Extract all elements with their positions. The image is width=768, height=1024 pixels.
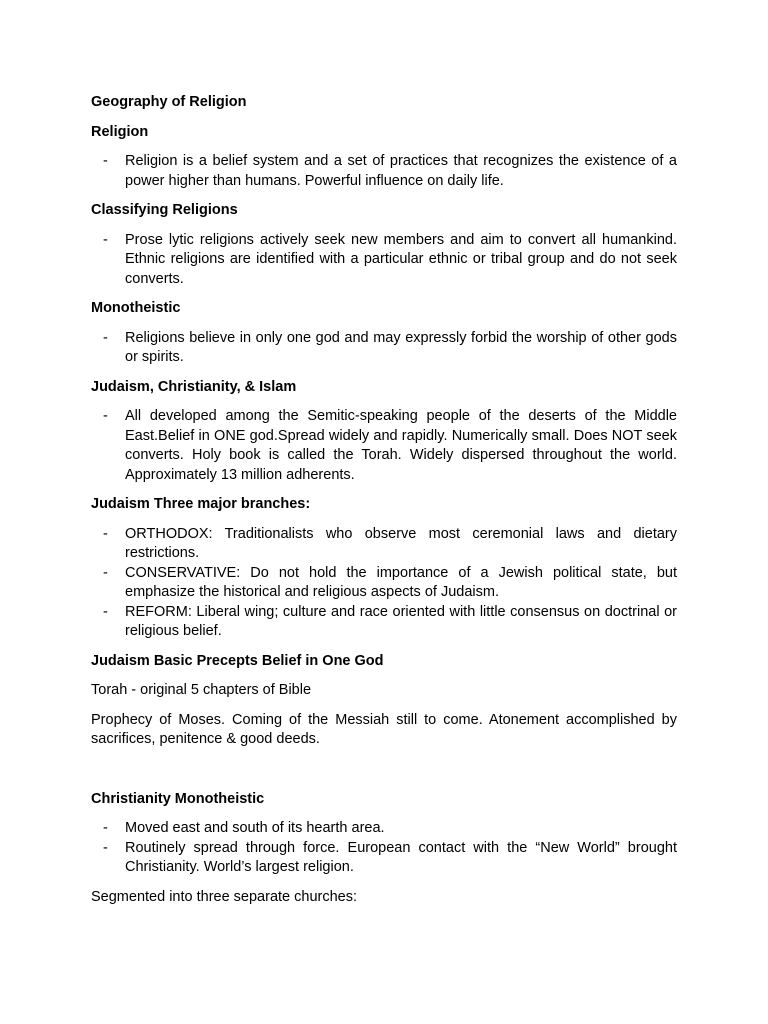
bullet-dash: - xyxy=(103,408,108,424)
bullet-text: Routinely spread through force. European contact with the “New World” brought Christianity. World’s largest religion. xyxy=(125,839,677,875)
list-item xyxy=(91,152,677,191)
section-heading-monotheistic: Monotheistic xyxy=(91,300,181,316)
bullet-text: ORTHODOX: Traditionalists who observe most ceremonial laws and dietary restrictions. xyxy=(125,525,677,561)
list-item xyxy=(91,407,677,485)
list-item xyxy=(91,564,677,603)
list-item xyxy=(91,819,677,839)
list-item xyxy=(91,231,677,290)
list-item xyxy=(91,329,677,368)
bullet-list-judaism-branches xyxy=(91,525,677,642)
section-heading-judaism-precepts: Judaism Basic Precepts Belief in One God xyxy=(91,652,384,669)
bullet-text: Moved east and south of its hearth area. xyxy=(125,820,385,836)
bullet-text: Religions believe in only one god and may expressly forbid the worship of other gods or spirits. xyxy=(125,329,677,365)
bullet-list-monotheistic xyxy=(91,329,677,368)
paragraph-churches: Segmented into three separate churches: xyxy=(91,888,357,905)
bullet-text: CONSERVATIVE: Do not hold the importance of a Jewish political state, but emphasize the historical and religious aspects of Judaism. xyxy=(125,564,677,600)
bullet-dash: - xyxy=(103,525,108,542)
bullet-dash: - xyxy=(103,603,108,620)
bullet-text: REFORM: Liberal wing; culture and race oriented with little consensus on doctrinal or religious belief. xyxy=(125,603,677,639)
bullet-dash: - xyxy=(103,820,108,836)
bullet-text: Religion is a belief system and a set of practices that recognizes the existence of a power higher than humans. Powerful influence on daily life. xyxy=(125,153,677,189)
document-title: Geography of Religion xyxy=(91,94,247,110)
bullet-dash: - xyxy=(103,839,108,856)
bullet-list-christianity xyxy=(91,819,677,878)
bullet-list-religion xyxy=(91,152,677,191)
section-heading-classifying-religions: Classifying Religions xyxy=(91,202,238,218)
list-item xyxy=(91,525,677,564)
bullet-dash: - xyxy=(103,231,108,248)
list-item xyxy=(91,603,677,642)
bullet-dash: - xyxy=(103,329,108,346)
bullet-text: Prose lytic religions actively seek new members and aim to convert all humankind. Ethnic religions are identified with a particular ethnic or tribal group and do not seek converts. xyxy=(125,231,677,287)
bullet-text: All developed among the Semitic-speaking people of the deserts of the Middle East.Belief in ONE god.Spread widely and rapidly. Numerically small. Does NOT seek converts. Holy book is called the Torah. Widely dispersed throughout the world. Approximately 13 million adherents. xyxy=(125,408,677,483)
section-heading-christianity: Christianity Monotheistic xyxy=(91,790,265,807)
bullet-dash: - xyxy=(103,564,108,581)
section-heading-judaism-branches: Judaism Three major branches: xyxy=(91,496,311,512)
section-heading-abrahamic: Judaism, Christianity, & Islam xyxy=(91,378,297,395)
section-heading-religion: Religion xyxy=(91,123,149,140)
bullet-dash: - xyxy=(103,153,108,169)
list-item xyxy=(91,839,677,878)
bullet-list-abrahamic xyxy=(91,407,677,485)
paragraph-torah: Torah - original 5 chapters of Bible xyxy=(91,682,312,698)
paragraph-prophecy: Prophecy of Moses. Coming of the Messiah still to come. Atonement accomplished by sacrifices, penitence & good deeds. xyxy=(91,711,677,747)
section-spacer xyxy=(91,760,677,790)
bullet-list-classifying-religions xyxy=(91,231,677,290)
